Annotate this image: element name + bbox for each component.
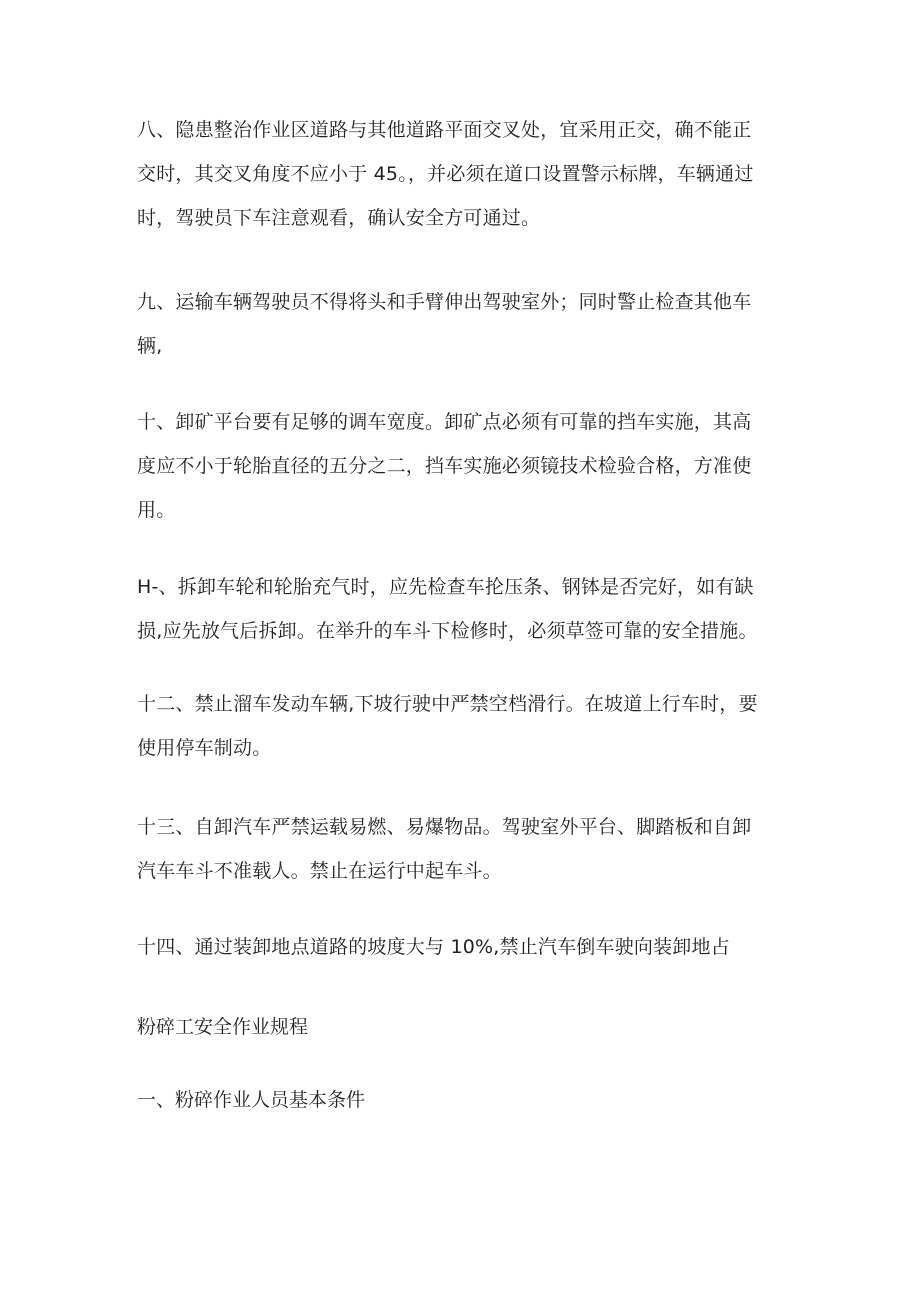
paragraph-line: H-、拆卸车轮和轮胎充气时，应先检查车抡压条、钢钵是否完好，如有缺 (137, 576, 754, 598)
paragraph-line: 十四、通过装卸地点道路的坡度大与 10%,禁止汽车倒车驶向装卸地占 (137, 936, 730, 958)
paragraph-line: 九、运输车辆驾驶员不得将头和手臂伸出驾驶室外；同时警止检查其他车 (137, 291, 752, 313)
paragraph-line: 十三、自卸汽车严禁运载易燃、易爆物品。驾驶室外平台、脚踏板和自卸 (137, 816, 752, 838)
paragraph-line: 用。 (137, 499, 176, 521)
paragraph-line: 度应不小于轮胎直径的五分之二，挡车实施必须镜技术检验合格，方准使 (137, 455, 752, 477)
paragraph-line: 十、卸矿平台要有足够的调车宽度。卸矿点必须有可靠的挡车实施，其高 (137, 411, 752, 433)
paragraph-fourteen (137, 925, 792, 969)
paragraph-nine (137, 280, 792, 368)
paragraph-eight (137, 108, 792, 240)
paragraph-line: 十二、禁止溜车发动车辆,下坡行驶中严禁空档滑行。在坡道上行车时，要 (137, 693, 758, 715)
paragraph-line: 时，驾驶员下车注意观看，确认安全方可通过。 (137, 207, 541, 229)
paragraph-line: 辆, (137, 335, 163, 357)
paragraph-line: 八、隐患整治作业区道路与其他道路平面交叉处，宜采用正交，确不能正 (137, 119, 752, 141)
paragraph-ten (137, 400, 792, 532)
paragraph-line: 损,应先放气后拆卸。在举升的车斗下检修时，必须草签可靠的安全措施。 (137, 620, 758, 642)
paragraph-thirteen (137, 805, 792, 893)
section-title: 粉碎工安全作业规程 (137, 1016, 309, 1038)
paragraph-line: 汽车车斗不准载人。禁止在运行中起车斗。 (137, 860, 502, 882)
paragraph-eleven (137, 565, 792, 653)
paragraph-line: 使用停车制动。 (137, 737, 272, 759)
subsection-title: 一、粉碎作业人员基本条件 (137, 1089, 366, 1111)
paragraph-twelve (137, 682, 792, 770)
paragraph-line: 交时，其交叉角度不应小于 45。，并必须在道口设置警示标牌，车辆通过 (137, 163, 754, 185)
